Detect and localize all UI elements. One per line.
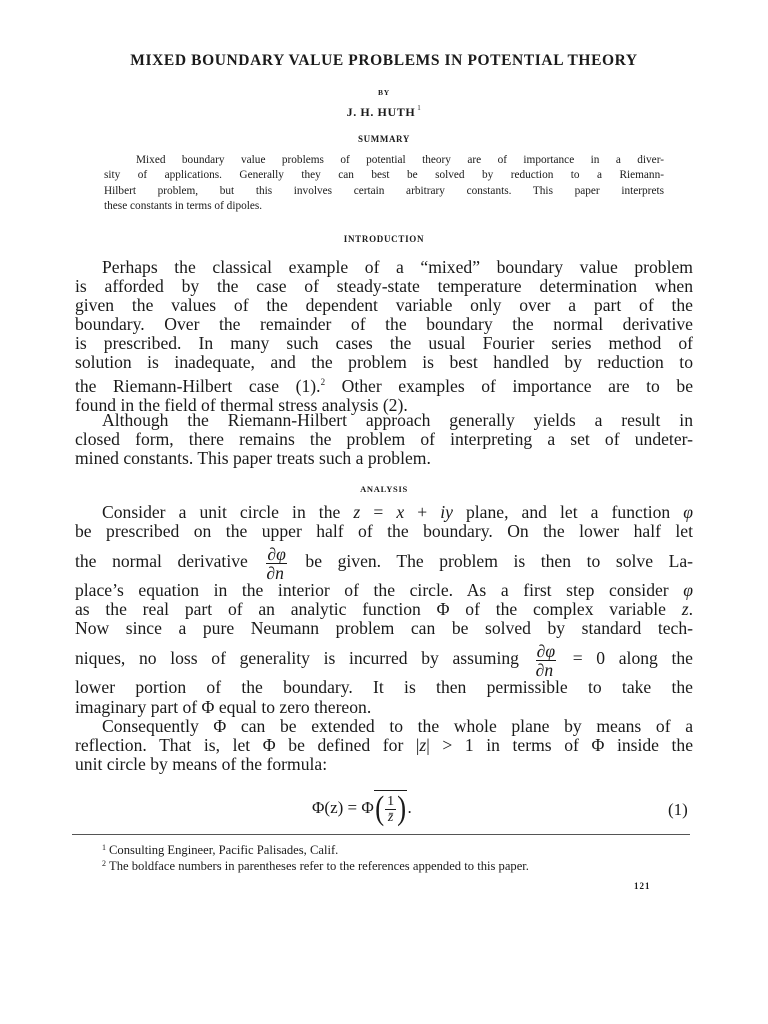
footnote-mark: 2 bbox=[102, 859, 106, 868]
page-number: 121 bbox=[634, 881, 651, 891]
paper-title: MIXED BOUNDARY VALUE PROBLEMS IN POTENTIAL THEORY bbox=[130, 52, 638, 69]
text-segment: can be extended to the whole plane by means of a bbox=[240, 715, 694, 736]
footnote-mark: 1 bbox=[102, 843, 106, 852]
text-segment: of the complex variable bbox=[465, 599, 666, 620]
text-line bbox=[75, 698, 693, 717]
conjugate-overline bbox=[374, 790, 408, 826]
footnote-mark: 2 bbox=[320, 376, 326, 387]
reciprocal-fraction bbox=[385, 794, 396, 825]
text-segment: as the real part of an analytic function bbox=[75, 599, 421, 620]
text-line: be prescribed on the upper half of the boundary. On the lower half let bbox=[75, 521, 693, 542]
text-segment: Consequently bbox=[102, 715, 199, 736]
text-segment: be defined for | bbox=[288, 734, 420, 755]
text-line: as the real part of an analytic function Φ of the complex variable z. bbox=[75, 599, 694, 620]
summary-line: Mixed boundary value problems of potential theory are of importance in a diver- bbox=[136, 154, 664, 166]
fraction-numerator: ∂φ bbox=[536, 640, 556, 661]
text-segment: reflection. That is, let bbox=[75, 734, 251, 755]
analysis-paragraph bbox=[75, 503, 693, 774]
math-variable: z bbox=[419, 734, 427, 755]
summary-heading: SUMMARY bbox=[358, 134, 410, 144]
equation-1 bbox=[0, 788, 768, 832]
text-line bbox=[75, 736, 693, 755]
equation-lhs: Φ(z) = Φ bbox=[312, 798, 374, 817]
right-paren: ) bbox=[397, 790, 407, 827]
footnote-divider bbox=[72, 834, 690, 835]
text-line: Now since a pure Neumann problem can be solved by standard tech- bbox=[75, 618, 693, 639]
text-line: lower portion of the boundary. It is then permissible to take the bbox=[75, 677, 693, 698]
intro-paragraph-1 bbox=[75, 258, 693, 415]
math-variable: z bbox=[681, 599, 689, 620]
text-segment: Other examples of importance are to be bbox=[341, 375, 694, 396]
fraction-denominator: ∂n bbox=[535, 659, 554, 680]
author-footnote-mark: 1 bbox=[417, 104, 422, 112]
text-segment: imaginary part of bbox=[75, 696, 198, 717]
equation-number: (1) bbox=[668, 800, 688, 819]
math-variable: Φ bbox=[591, 734, 605, 755]
text-line bbox=[75, 373, 693, 396]
analysis-heading: ANALYSIS bbox=[360, 484, 408, 494]
math-variable: Φ bbox=[262, 734, 276, 755]
text-segment: plane, and let a function bbox=[465, 502, 684, 522]
summary-text bbox=[104, 153, 664, 214]
text-segment: inside the bbox=[616, 734, 694, 755]
text-segment: place’s equation in the interior of the circle. As a first step consider bbox=[75, 580, 669, 601]
text-segment: = 0 along the bbox=[572, 648, 693, 669]
text-line bbox=[75, 717, 693, 736]
text-segment: Consider a unit circle in the bbox=[102, 502, 354, 522]
math-variable: z bbox=[353, 502, 361, 522]
by-label: BY bbox=[377, 88, 391, 97]
text-line: is prescribed. In many such cases the usual Fourier series method of bbox=[75, 333, 693, 354]
text-line: boundary. Over the remainder of the boundary the normal derivative bbox=[75, 314, 693, 335]
text-line: solution is inadequate, and the problem is best handled by reduction to bbox=[75, 352, 693, 373]
introduction-heading: INTRODUCTION bbox=[343, 234, 425, 244]
math-variable: φ bbox=[683, 502, 693, 522]
text-line: is afforded by the case of steady-state temperature determination when bbox=[75, 276, 693, 297]
fraction-denominator: z̄ bbox=[387, 809, 394, 825]
partial-derivative-fraction bbox=[266, 545, 286, 582]
text-segment: the Riemann-Hilbert case (1). bbox=[75, 375, 321, 396]
text-line: unit circle by means of the formula: bbox=[75, 753, 328, 774]
partial-derivative-fraction bbox=[536, 642, 556, 679]
equation-body bbox=[312, 790, 412, 826]
footnote-text: Consulting Engineer, Pacific Palisades, Calif. bbox=[109, 843, 339, 857]
author-name: J. H. HUTH bbox=[346, 105, 416, 119]
text-line bbox=[75, 503, 693, 522]
fraction-numerator: 1 bbox=[387, 793, 395, 809]
math-variable: φ bbox=[683, 580, 693, 601]
text-segment: equal to zero thereon. bbox=[218, 696, 372, 717]
text-segment: the normal derivative bbox=[75, 551, 248, 572]
math-operator: = bbox=[373, 502, 397, 522]
text-line bbox=[75, 581, 693, 600]
summary-line: these constants in terms of dipoles. bbox=[104, 199, 263, 212]
math-variable: x bbox=[396, 502, 405, 522]
text-line bbox=[75, 638, 693, 678]
text-line: Although the Riemann-Hilbert approach generally yields a result in bbox=[102, 410, 693, 430]
text-line: mined constants. This paper treats such a problem. bbox=[75, 448, 431, 469]
summary-line: Hilbert problem, but this involves certain arbitrary constants. This paper interprets bbox=[104, 184, 664, 197]
text-line: closed form, there remains the problem of interpreting a set of undeter- bbox=[75, 429, 693, 450]
math-variable: Φ bbox=[201, 696, 215, 717]
text-segment: niques, no loss of generality is incurred by assuming bbox=[75, 648, 519, 669]
fraction-denominator: ∂n bbox=[266, 562, 284, 583]
text-segment: | > 1 in terms of bbox=[426, 734, 579, 755]
math-operator: + bbox=[404, 502, 441, 522]
author-line bbox=[0, 104, 768, 120]
text-line bbox=[75, 541, 693, 581]
text-segment: be given. The problem is then to solve La- bbox=[305, 551, 693, 572]
intro-paragraph-2 bbox=[75, 411, 693, 468]
math-variable: iy bbox=[440, 502, 453, 522]
math-variable: Φ bbox=[213, 715, 227, 736]
footnote-2 bbox=[102, 856, 702, 874]
footnote-text: The boldface numbers in parentheses refer to the references appended to this paper. bbox=[109, 859, 529, 873]
summary-line: sity of applications. Generally they can best be solved by reduction to a Riemann- bbox=[104, 169, 664, 182]
fraction-numerator: ∂φ bbox=[267, 543, 286, 564]
text-line: found in the field of thermal stress analysis (2). bbox=[75, 394, 408, 415]
text-line: given the values of the dependent variable only over a part of the bbox=[75, 295, 693, 316]
left-paren: ( bbox=[374, 790, 385, 827]
text-line: Perhaps the classical example of a “mixed” boundary value problem bbox=[102, 257, 693, 277]
equation-period: . bbox=[407, 798, 412, 817]
math-variable: Φ bbox=[436, 599, 450, 620]
